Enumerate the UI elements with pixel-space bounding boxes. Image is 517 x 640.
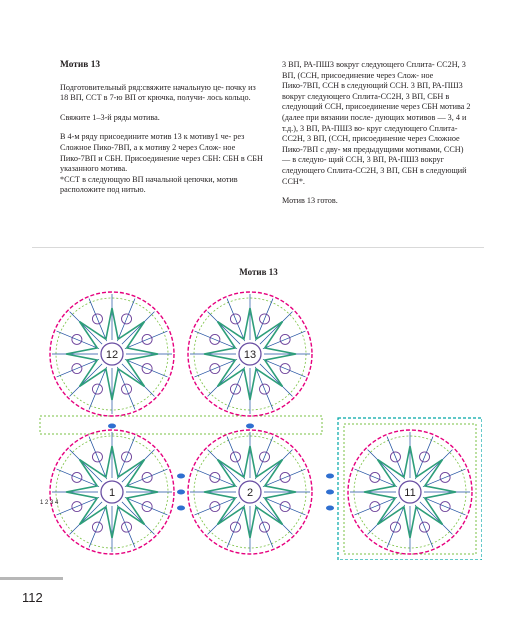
motif-spoke [70, 502, 103, 535]
join-bead [246, 424, 254, 429]
join-bead [326, 474, 334, 479]
motif-spoke [208, 502, 241, 535]
row-mark: 3 [50, 500, 54, 506]
motif-spoke [420, 502, 453, 535]
motif-spoke [208, 450, 241, 483]
motif-group [50, 430, 174, 554]
right-text-column [282, 60, 472, 216]
join-bead [177, 490, 185, 495]
motif-spoke [122, 364, 155, 397]
left-text-column [60, 60, 265, 205]
paragraph-row-4: В 4-м ряду присоедините мотив 13 к мотиву1 че- рез Сложное Пико-7ВП, а к мотиву 2 через Слож- ное Пико-7ВП и СБН. Присоединение через СБН: СБН в СБН указанного мотива. [60, 132, 263, 174]
join-bead [326, 506, 334, 511]
motif-spoke [122, 502, 155, 535]
motif-spoke [70, 312, 103, 345]
row-mark: 4 [55, 500, 59, 506]
motif-spoke [122, 312, 155, 345]
motif-spoke [70, 450, 103, 483]
motif-group [348, 430, 472, 554]
motif-group [188, 430, 312, 554]
join-bead [177, 506, 185, 511]
row-mark: 1 [40, 500, 44, 506]
motif-spoke [122, 450, 155, 483]
row-mark: 2 [45, 500, 49, 506]
motif-number: 13 [243, 349, 257, 361]
motif-spoke [208, 364, 241, 397]
motif-number: 1 [108, 487, 116, 499]
section-heading: Мотив 13 [60, 60, 101, 70]
motif-group [50, 292, 174, 416]
paragraph-preparatory-row: Подготовительный ряд:свяжите начальную це- почку из 18 ВП, ССТ в 7-ю ВП от крючка, получи- лось кольцо. [60, 82, 256, 103]
join-bead [326, 490, 334, 495]
motif-spoke [420, 450, 453, 483]
footer-bar [0, 577, 63, 580]
filler-band [40, 416, 322, 434]
paragraph-instructions: 3 ВП, РА-ПШ3 вокруг следующего Сплита- СС2Н, 3 ВП, (ССН, присоединение через Слож- ное Пико-7ВП, ССН в следующий ССН. 3 ВП, РА-ПШ3 вокруг следующего Сплита-СС2Н, 3 ВП, СБН в следующий ССН, присоединение через СБН мотива 2 (далее при вязании после- дующих мотивов — 3, 4 и т.д.), 3 ВП, РА-ПШ3 во- круг следующего Сплита-СС2Н, 3 ВП, (ССН, присоединение через Сложное Пико-7ВП с дву- мя предыдущими мотивами, ССН) — в следую- щий ССН, 3 ВП, РА-ПШ3 вокруг следующего Сплита-СС2Н, 3 ВП, СБН в следующий ССН*. [282, 60, 471, 186]
motif-spoke [260, 502, 293, 535]
diagram-title: Мотив 13 [239, 267, 278, 277]
motif-spoke [260, 364, 293, 397]
crochet-chart [38, 290, 482, 560]
motif-spoke [368, 502, 401, 535]
paragraph-footnote: *ССТ в следующую ВП начальной цепочки, мотив расположите под нитью. [60, 174, 238, 195]
motif-spoke [70, 364, 103, 397]
motif-number: 2 [246, 487, 254, 499]
motif-spoke [368, 450, 401, 483]
paragraph-motif-done: Мотив 13 готов. [282, 196, 338, 206]
page-number: 112 [22, 590, 43, 605]
motif-group [188, 292, 312, 416]
join-bead [177, 474, 185, 479]
join-bead [108, 424, 116, 429]
section-divider [32, 247, 484, 248]
motif-number: 11 [404, 487, 416, 499]
motif-number: 12 [105, 349, 119, 361]
paragraph-rows-1-3: Свяжите 1–3-й ряды мотива. [60, 112, 160, 122]
motif-spoke [208, 312, 241, 345]
motif-spoke [260, 312, 293, 345]
motif-spoke [260, 450, 293, 483]
